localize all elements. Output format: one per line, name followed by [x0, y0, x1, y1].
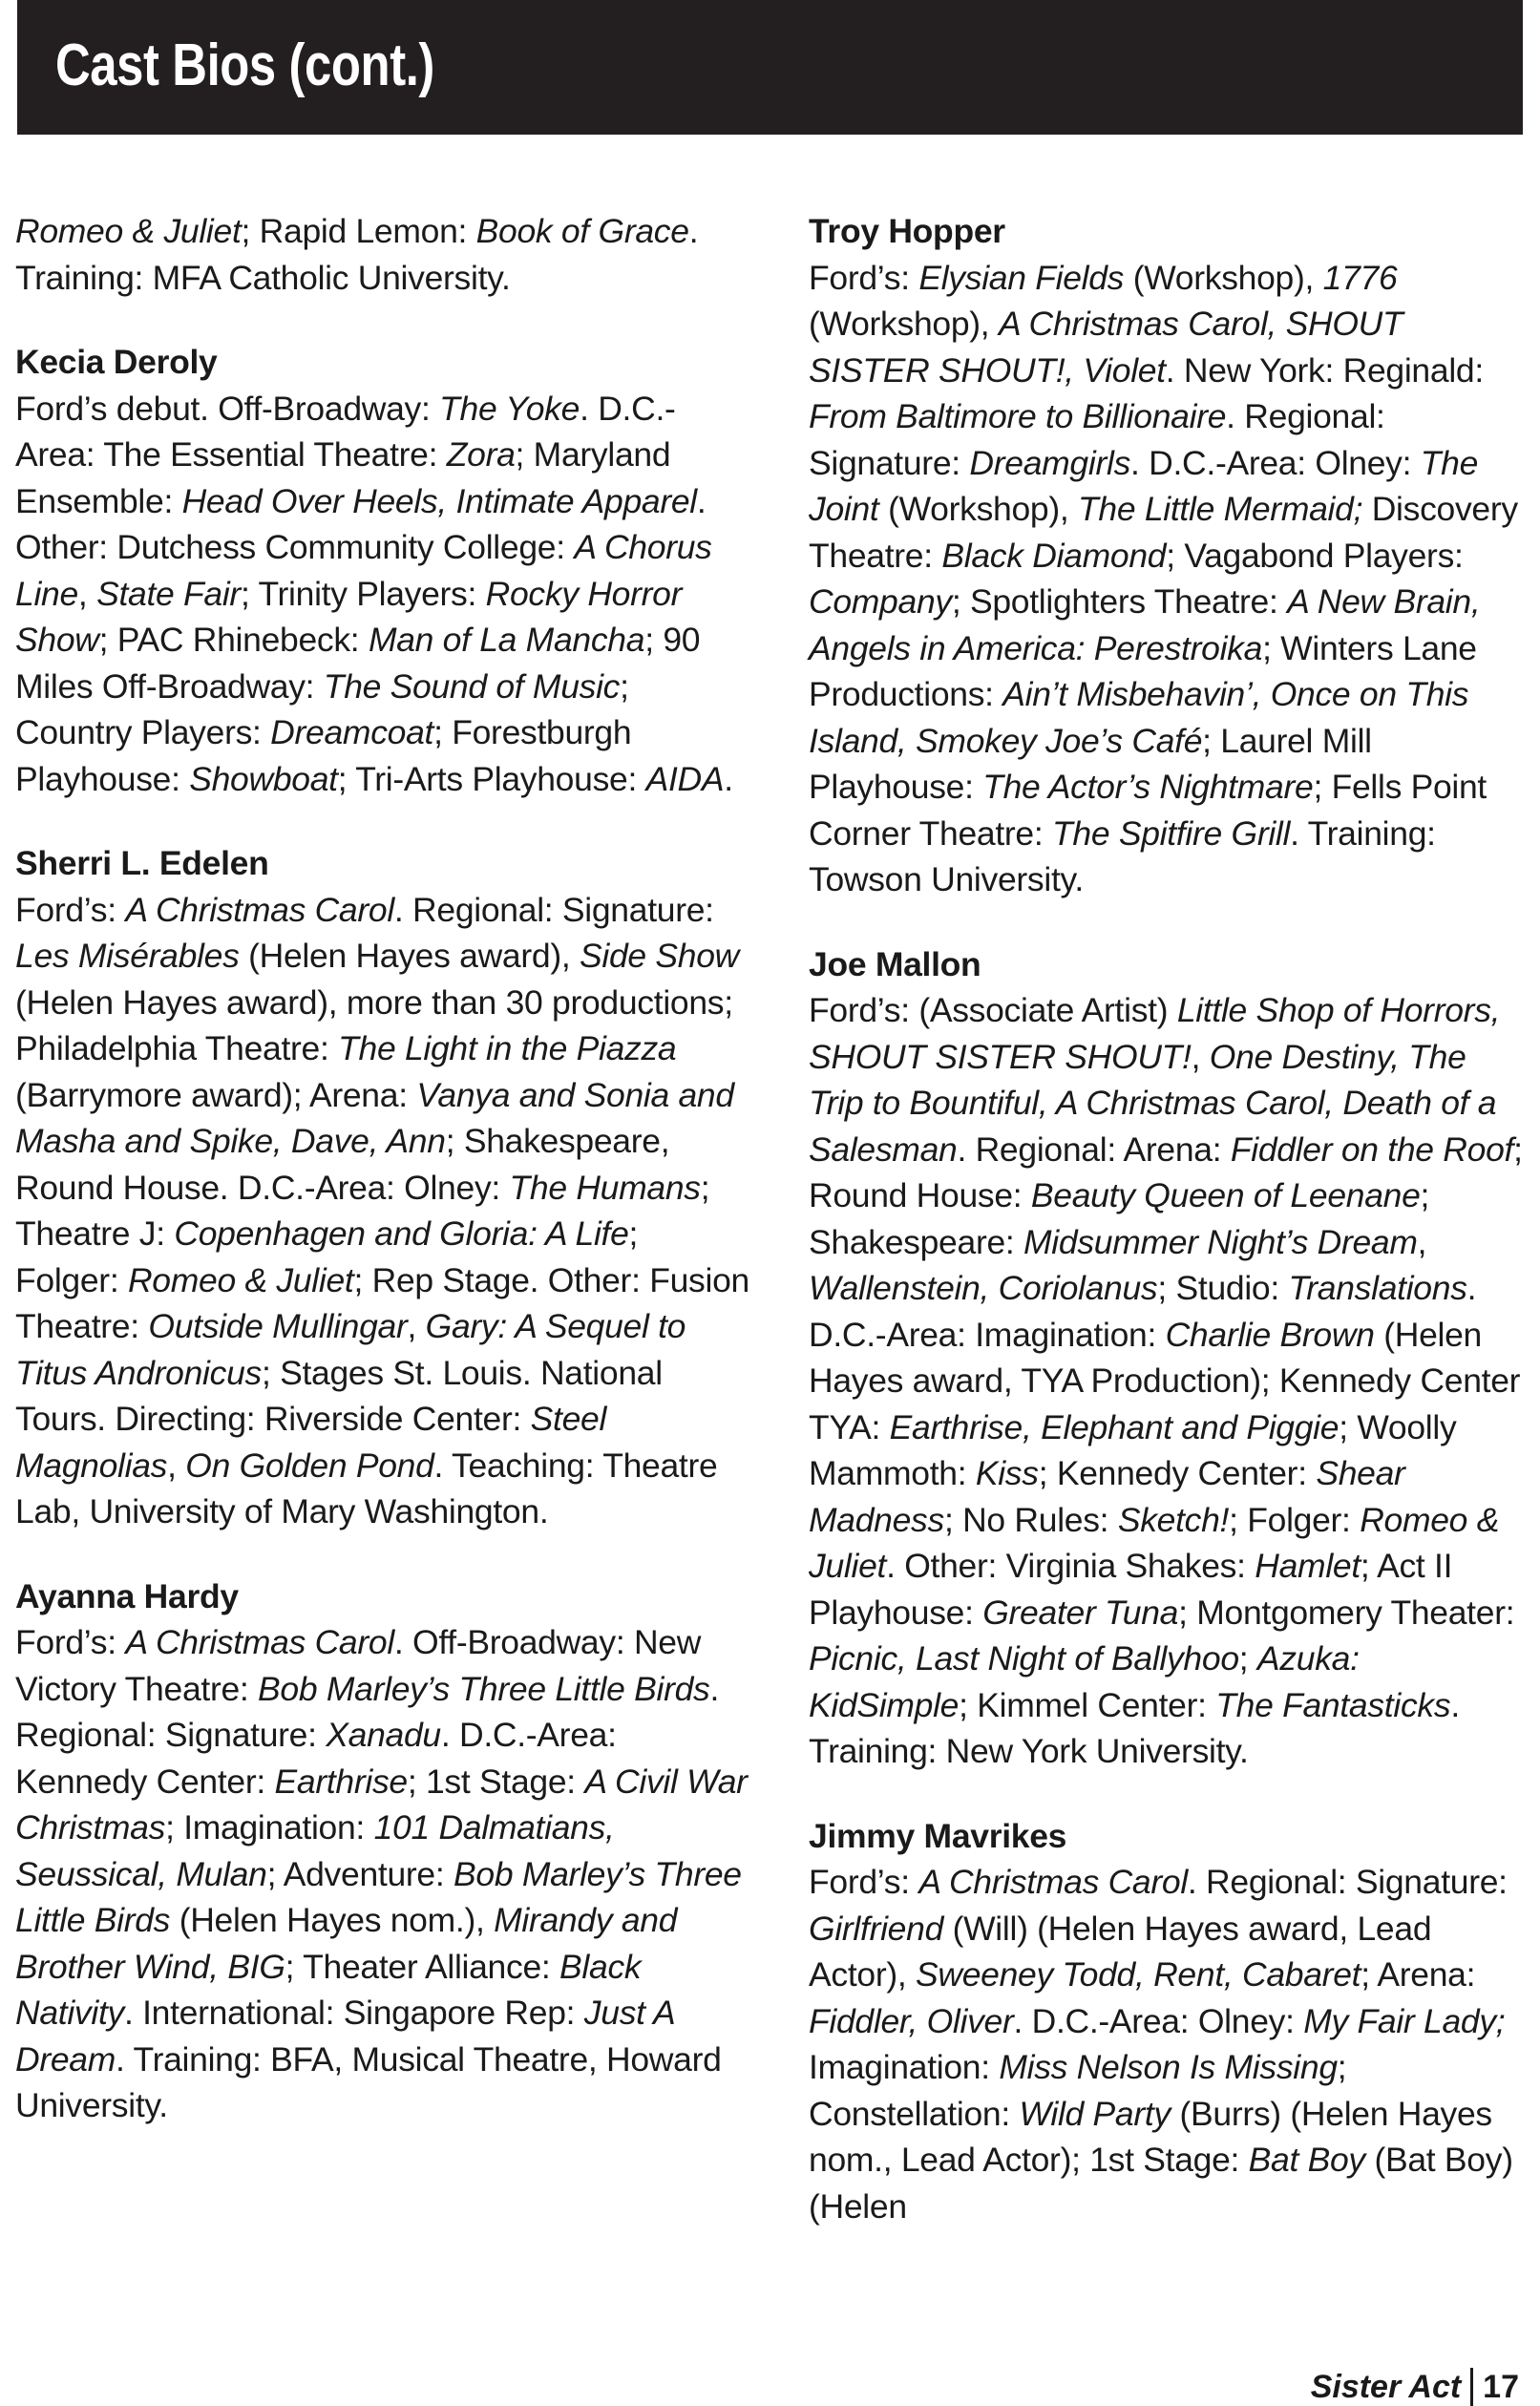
bio-text-run: ; Forestburgh Playhouse:	[15, 713, 632, 798]
bio-text-run: . D.C.-Area: Imagination:	[809, 1269, 1477, 1354]
bio-title-italic: Ain’t Misbehavin’, Once on This Island, Smokey Joe’s Café	[809, 675, 1469, 760]
bio-text-run: ; PAC Rhinebeck:	[98, 621, 369, 659]
bio-title-italic: One Destiny, The Trip to Bountiful, A Christmas Carol, Death of a Salesman	[809, 1037, 1497, 1169]
bio-text-run: (Helen Hayes nom.),	[170, 1901, 495, 1939]
bio-text-run: ; 90 Miles Off-Broadway:	[15, 621, 701, 706]
bio-title-italic: A Christmas Carol	[125, 890, 394, 929]
bio-title-italic: 101 Dalmatians, Seussical, Mulan	[15, 1808, 615, 1893]
bio-text-run: ; Act II Playhouse:	[809, 1547, 1453, 1632]
bio-text-run: ; Imagination:	[165, 1808, 374, 1847]
bio-text-run: ,	[1417, 1222, 1427, 1261]
bio-title-italic: Steel Magnolias	[15, 1400, 607, 1485]
bio-text-run: ,	[77, 574, 97, 613]
bio-title-italic: Dreamcoat	[270, 713, 434, 751]
bio-text-run: ; Constellation:	[809, 2048, 1347, 2133]
bio-text-run: (Workshop),	[1124, 258, 1323, 297]
bio-continuation	[15, 208, 750, 301]
bio-text-run: Imagination:	[809, 2048, 1000, 2086]
bio-text-run: . Regional: Signature:	[15, 1669, 720, 1754]
bio-text-run: ,	[167, 1446, 186, 1485]
bio-text	[809, 987, 1525, 1775]
bio-joe-mallon	[809, 941, 1525, 1775]
bio-text-run: ; Theater Alliance:	[285, 1947, 560, 1986]
bio-title-italic: A Christmas Carol	[918, 1863, 1188, 1901]
bio-title-italic: A Christmas Carol	[125, 1623, 394, 1661]
bio-title-italic: State Fair	[96, 574, 241, 613]
bio-text-run: . Training: BFA, Musical Theatre, Howard University.	[15, 2039, 722, 2124]
bio-text-run: ;	[1238, 1639, 1257, 1678]
bio-name: Jimmy Mavrikes	[809, 1816, 1067, 1855]
bio-title-italic: Bob Marley’s Three Little Birds	[258, 1669, 710, 1708]
bio-text-run: ; Arena:	[1361, 1955, 1476, 1994]
bio-text-run: (Will) (Helen Hayes award, Lead Actor),	[809, 1909, 1432, 1994]
bio-title-italic: Azuka: KidSimple	[809, 1639, 1360, 1724]
bio-text-run: . D.C.-Area: Olney:	[1013, 2001, 1304, 2040]
bio-text-run: ; Vagabond Players:	[1166, 536, 1464, 575]
bio-jimmy-mavrikes	[809, 1813, 1525, 2230]
bio-title-italic: Man of La Mancha	[368, 621, 645, 659]
footer-divider	[1470, 2368, 1473, 2406]
bio-text-run: ; Theatre J:	[15, 1168, 710, 1253]
bio-text-run: (Barrymore award); Arena:	[15, 1075, 417, 1114]
bio-name: Troy Hopper	[809, 212, 1005, 250]
bio-text-run: . Training: Towson University.	[809, 813, 1436, 898]
bio-text-run: Ford’s debut. Off-Broadway:	[15, 389, 440, 428]
bio-text-run: Ford’s: (Associate Artist)	[809, 991, 1177, 1029]
bio-text-run: ; Round House:	[809, 1129, 1523, 1214]
bio-text-run: Ford’s:	[15, 890, 126, 929]
bio-title-italic: Side Show	[579, 937, 740, 975]
bio-text-run: ; Winters Lane Productions:	[809, 628, 1477, 713]
bio-text-run: ; Trinity Players:	[240, 574, 486, 613]
page-number: 17	[1483, 2369, 1519, 2405]
bio-troy-hopper	[809, 208, 1525, 903]
bio-title-italic: AIDA	[645, 759, 725, 798]
bio-title-italic: Black Nativity	[15, 1947, 642, 2032]
bio-title-italic: Romeo & Juliet	[15, 212, 242, 250]
bio-title-italic: A New Brain, Angels in America: Perestroika	[809, 582, 1481, 667]
bio-title-italic: The Sound of Music	[323, 666, 621, 706]
bio-title-italic: Bob Marley’s Three Little Birds	[15, 1854, 742, 1939]
bio-title-italic: Beauty Queen of Leenane	[1030, 1176, 1421, 1214]
bio-text-run: . New York: Reginald:	[1165, 350, 1484, 390]
bio-text-run: ; Fells Point Corner Theatre:	[809, 768, 1487, 853]
bio-title-italic: The Actor’s Nightmare	[982, 768, 1314, 806]
bio-text-run: Ford’s:	[809, 258, 919, 297]
bio-text	[15, 887, 750, 1535]
bio-text	[809, 1859, 1525, 2229]
page-footer	[1311, 2368, 1519, 2406]
footer-show-title: Sister Act	[1310, 2369, 1462, 2405]
bio-text-run: (Burrs) (Helen Hayes nom., Lead Actor); 1st Stage:	[809, 2094, 1492, 2179]
bio-title-italic: Gary: A Sequel to Titus Andronicus	[15, 1307, 686, 1392]
bio-text	[15, 208, 750, 301]
bio-text-run: ; Woolly Mammoth:	[809, 1407, 1457, 1492]
bio-text-run: . Training: MFA Catholic University.	[15, 212, 699, 297]
bio-text-run: Ford’s:	[15, 1623, 126, 1661]
bio-text-run: ; Studio:	[1157, 1269, 1289, 1307]
bio-title-italic: Black Diamond	[941, 536, 1167, 575]
bio-title-italic: On Golden Pond	[185, 1446, 434, 1485]
bio-text-run: . Other: Virginia Shakes:	[886, 1547, 1255, 1585]
bio-text	[15, 386, 750, 803]
bio-text-run: . D.C.-Area: The Essential Theatre:	[15, 389, 676, 474]
bio-title-italic: The Little Mermaid;	[1078, 490, 1363, 528]
bio-name: Ayanna Hardy	[15, 1576, 239, 1615]
bio-text-run: ,	[407, 1307, 426, 1345]
bio-text-run: ; Country Players:	[15, 666, 629, 751]
bio-ayanna-hardy	[15, 1573, 750, 2129]
bio-title-italic: The Yoke	[439, 389, 580, 428]
bio-title-italic: From Baltimore to Billionaire	[809, 397, 1227, 435]
bio-title-italic: Zora	[446, 435, 516, 474]
bio-text-run: ; Tri-Arts Playhouse:	[337, 759, 646, 798]
bio-title-italic: Midsummer Night’s Dream	[1023, 1222, 1418, 1261]
bio-text-run: ; Folger:	[1229, 1500, 1361, 1539]
bio-text-run: (Helen Hayes award), more than 30 productions; Philadelphia Theatre:	[15, 982, 733, 1067]
bio-title-italic: Head Over Heels, Intimate Apparel	[181, 481, 697, 520]
bio-text-run: ; Kimmel Center:	[959, 1685, 1216, 1724]
bio-text-run: ; Shakespeare, Round House. D.C.-Area: Olney:	[15, 1122, 670, 1207]
bio-text-run: ; Folger:	[15, 1214, 639, 1299]
bio-title-italic: A Christmas Carol, SHOUT SISTER SHOUT!, Violet	[809, 305, 1403, 390]
bio-text-run: ; Rapid Lemon:	[241, 212, 476, 250]
left-column	[15, 208, 750, 2167]
bio-title-italic: Miss Nelson Is Missing	[999, 2048, 1338, 2086]
bio-title-italic: My Fair Lady;	[1303, 2001, 1506, 2040]
bio-title-italic: Elysian Fields	[918, 258, 1125, 297]
bio-title-italic: Romeo & Juliet	[127, 1260, 354, 1299]
bio-title-italic: Copenhagen and Gloria: A Life	[174, 1214, 629, 1253]
bio-name: Kecia Deroly	[15, 343, 218, 381]
bio-text-run: ; Adventure:	[266, 1854, 454, 1893]
bio-text-run: ; Maryland Ensemble:	[15, 435, 671, 520]
bio-title-italic: A Chorus Line	[15, 528, 712, 613]
bio-text-run: ; Montgomery Theater:	[1178, 1593, 1515, 1632]
bio-title-italic: Picnic, Last Night of Ballyhoo	[809, 1639, 1239, 1678]
bio-text	[809, 255, 1525, 903]
bio-text-run: . Off-Broadway: New Victory Theatre:	[15, 1623, 702, 1708]
bio-title-italic: Vanya and Sonia and Masha and Spike, Dave, Ann	[15, 1075, 734, 1160]
bio-text-run: . Regional: Arena:	[957, 1129, 1231, 1169]
bio-text-run: . D.C.-Area: Olney:	[1130, 443, 1421, 482]
bio-title-italic: The Fantasticks	[1215, 1685, 1451, 1724]
bio-text-run: . Regional: Signature:	[393, 890, 714, 929]
bio-title-italic: The Light in the Piazza	[338, 1029, 677, 1067]
bio-text-run: ; Stages St. Louis. National Tours. Directing: Riverside Center:	[15, 1353, 663, 1438]
bio-title-italic: Rocky Horror Show	[15, 574, 683, 659]
bio-text-run: ; Spotlighters Theatre:	[951, 582, 1288, 621]
bio-title-italic: Earthrise	[274, 1762, 408, 1801]
bio-title-italic: Sketch!	[1117, 1500, 1230, 1539]
bio-text-run: (Bat Boy) (Helen	[809, 2141, 1513, 2226]
bio-title-italic: The Joint	[809, 443, 1479, 528]
bio-name: Joe Mallon	[809, 944, 981, 983]
bio-title-italic: Sweeney Todd, Rent, Cabaret	[916, 1955, 1361, 1994]
bio-title-italic: Greater Tuna	[982, 1593, 1179, 1632]
bio-title-italic: Bat Boy	[1248, 2141, 1365, 2179]
bio-text-run: . Regional: Signature:	[809, 397, 1385, 482]
bio-title-italic: Charlie Brown	[1165, 1315, 1375, 1354]
bio-text-run: Ford’s:	[809, 1863, 919, 1901]
bio-kecia-deroly	[15, 339, 750, 802]
bio-title-italic: Fiddler on the Roof	[1230, 1129, 1514, 1169]
bio-text-run: ; Laurel Mill Playhouse:	[809, 721, 1372, 806]
bio-text-run: ; 1st Stage:	[407, 1762, 585, 1801]
bio-title-italic: Outside Mullingar	[148, 1307, 408, 1345]
bio-title-italic: Earthrise, Elephant and Piggie	[889, 1407, 1340, 1446]
bio-name: Sherri L. Edelen	[15, 844, 269, 882]
bio-title-italic: A Civil War Christmas	[15, 1762, 748, 1847]
bio-title-italic: Shear Madness	[809, 1454, 1405, 1539]
page-title: Cast Bios (cont.)	[55, 32, 434, 98]
bio-title-italic: The Humans	[509, 1168, 701, 1207]
bio-title-italic: Translations	[1288, 1269, 1467, 1307]
bio-title-italic: Romeo & Juliet	[809, 1500, 1500, 1585]
bio-text-run: (Helen Hayes award),	[239, 937, 580, 975]
bio-text-run: . Regional: Signature:	[1187, 1863, 1508, 1901]
bio-text-run: ,	[1191, 1037, 1210, 1076]
bio-title-italic: Les Misérables	[15, 937, 240, 975]
bio-title-italic: Fiddler, Oliver	[809, 2001, 1014, 2040]
bio-text-run: (Workshop),	[809, 305, 999, 343]
bio-title-italic: Just A Dream	[15, 1994, 675, 2079]
bio-text-run: (Workshop),	[878, 490, 1078, 528]
bio-title-italic: 1776	[1322, 258, 1398, 297]
bio-title-italic: Kiss	[975, 1454, 1039, 1492]
bio-title-italic: Xanadu	[326, 1716, 441, 1754]
bio-text-run: (Helen Hayes award, TYA Production); Kennedy Center TYA:	[809, 1315, 1521, 1446]
bio-text-run: ; Rep Stage. Other: Fusion Theatre:	[15, 1260, 749, 1345]
bio-text-run: ; Shakespeare:	[809, 1176, 1430, 1261]
bio-title-italic: Girlfriend	[809, 1909, 944, 1948]
bio-text-run: .	[724, 759, 733, 798]
bio-text	[15, 1619, 750, 2129]
bio-text-run: . Other: Dutchess Community College:	[15, 481, 707, 566]
header-bar	[17, 0, 1523, 135]
bio-title-italic: Wallenstein, Coriolanus	[809, 1269, 1158, 1307]
bio-text-run: ; Kennedy Center:	[1038, 1454, 1317, 1492]
bio-text-run: . D.C.-Area: Kennedy Center:	[15, 1716, 617, 1801]
bio-title-italic: Little Shop of Horrors, SHOUT SISTER SHOUT!	[809, 991, 1501, 1076]
bio-title-italic: Showboat	[189, 759, 338, 798]
right-column	[809, 208, 1525, 2268]
bio-title-italic: The Spitfire Grill	[1052, 813, 1291, 853]
bio-text-run: . International: Singapore Rep:	[123, 1994, 584, 2032]
bio-text-run: . Teaching: Theatre Lab, University of Mary Washington.	[15, 1446, 718, 1530]
bio-sherri-edelen	[15, 840, 750, 1535]
bio-title-italic: Dreamgirls	[969, 443, 1131, 482]
bio-title-italic: Book of Grace	[475, 212, 689, 250]
bio-title-italic: Mirandy and Brother Wind, BIG	[15, 1901, 678, 1986]
bio-title-italic: Wild Party	[1019, 2094, 1171, 2133]
bio-title-italic: Company	[809, 582, 952, 621]
bio-text-run: ; No Rules:	[943, 1500, 1118, 1539]
bio-text-run: Discovery Theatre:	[809, 490, 1518, 575]
bio-title-italic: Hamlet	[1255, 1547, 1361, 1585]
bio-text-run: . Training: New York University.	[809, 1685, 1460, 1770]
